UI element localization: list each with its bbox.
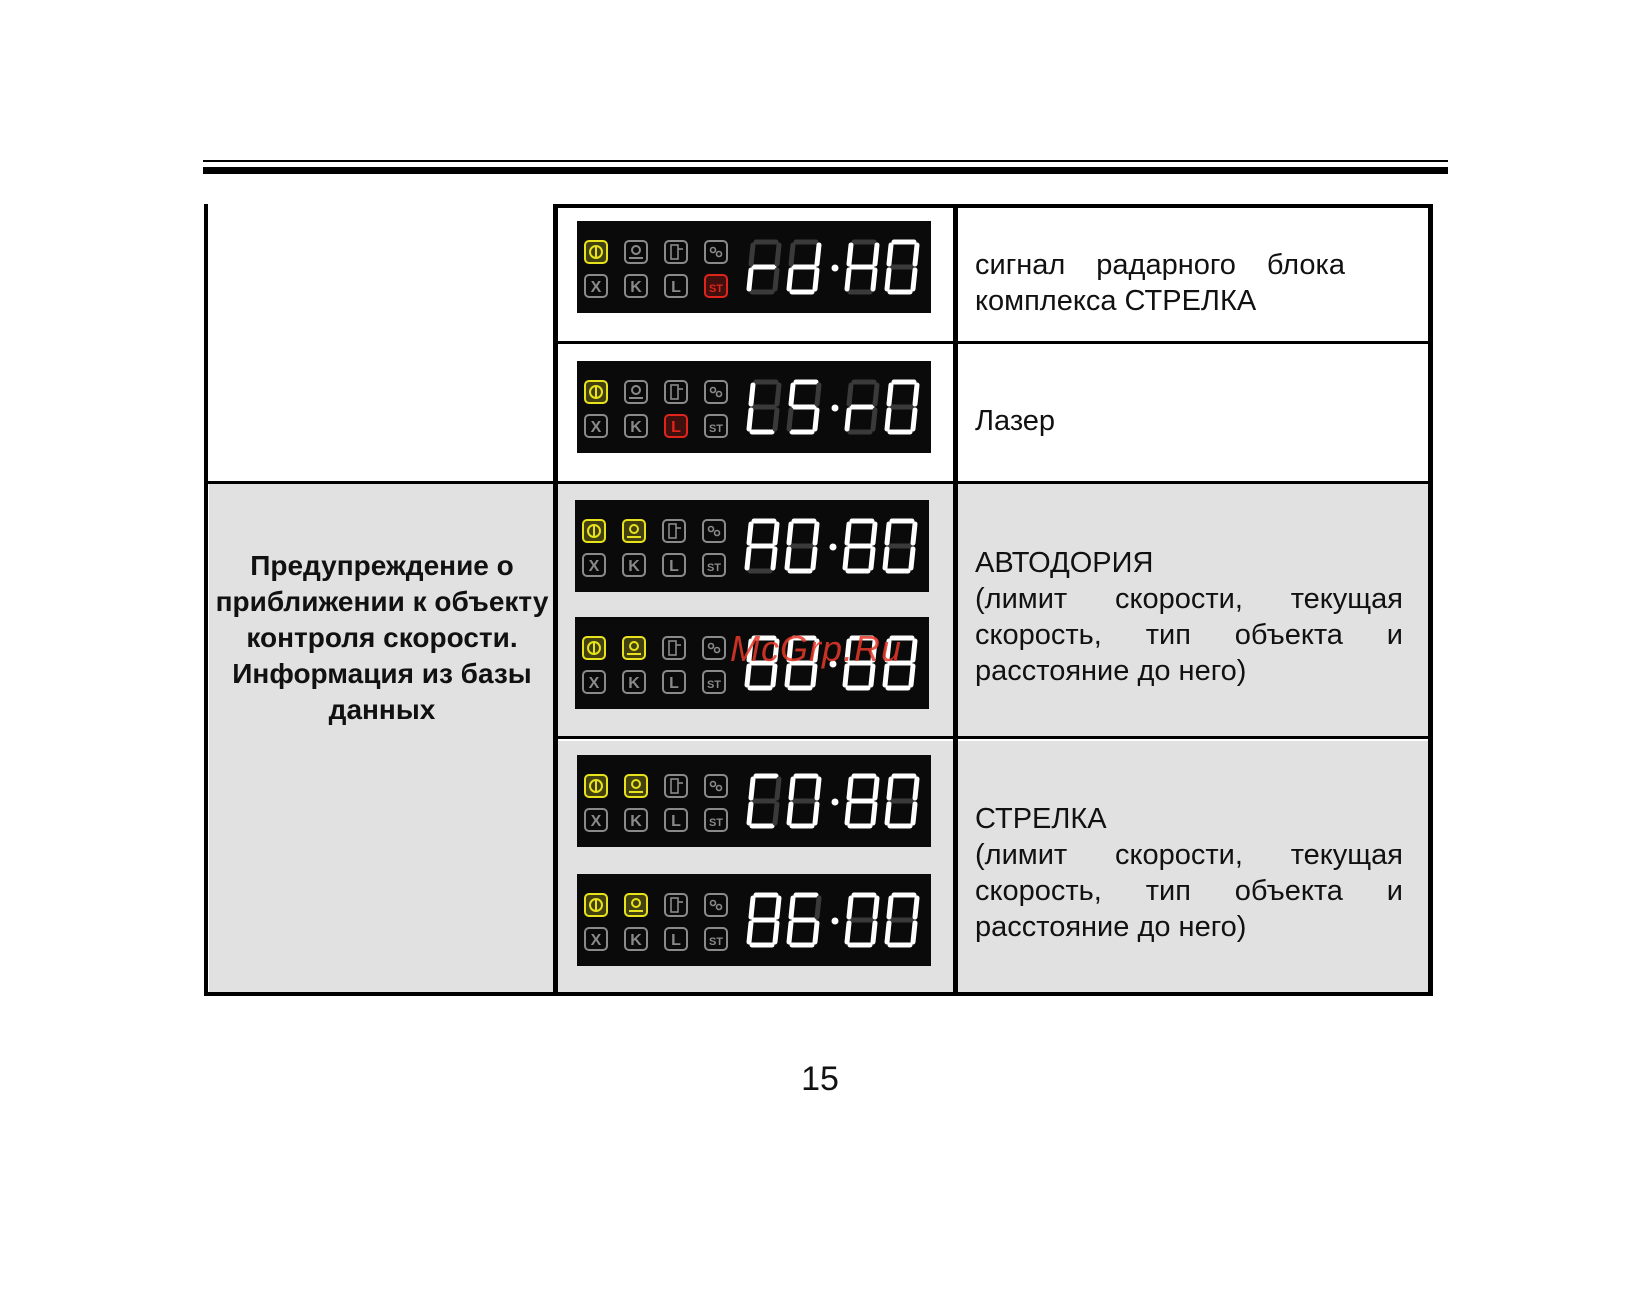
svg-text:L: L [671,419,681,436]
table-col-divider-2 [953,204,958,996]
seven-segment-digit [749,895,779,945]
svg-text:L: L [669,558,679,575]
st-icon [705,809,727,831]
l-icon [663,671,685,693]
watermark: McGrp.Ru [730,628,903,669]
face-icon [705,775,727,797]
x-icon [585,275,607,297]
svg-text:X: X [588,558,600,575]
radar-icon [585,241,607,263]
k-icon [625,415,647,437]
seven-segment-digit [847,895,877,945]
l-icon [665,415,687,437]
table-col-divider-1 [553,204,558,996]
radar-icon [583,637,605,659]
row-3-description [975,545,1403,689]
svg-text:ST: ST [708,936,724,948]
face-icon [703,637,725,659]
row-divider-2 [204,481,1433,484]
display-panel [577,874,931,966]
left-label: Предупреждение о приближении к объекту контроля скорости. Информация из базы данных [215,550,549,725]
svg-text:K: K [628,558,640,575]
camera-icon [625,775,647,797]
radar-icon [583,520,605,542]
traffic-light-icon [665,381,687,403]
face-icon [703,520,725,542]
row-2-description-text: Лазер [975,405,1056,437]
colon-separator [830,544,837,551]
svg-text:X: X [590,279,602,296]
traffic-light-icon [665,775,687,797]
row-3-title: АВТОДОРИЯ [975,547,1154,579]
table-right-border [1428,204,1433,996]
camera-icon [625,894,647,916]
colon-separator [832,265,839,272]
row-4-title: СТРЕЛКА [975,803,1107,835]
seven-segment-digit [847,242,877,292]
row-2-description [975,403,1395,439]
seven-segment-digit [887,382,917,432]
traffic-light-icon [665,894,687,916]
display-panel [577,755,931,847]
svg-text:K: K [630,932,642,949]
camera-icon [623,637,645,659]
st-icon [705,928,727,950]
table-left-border [204,204,208,996]
svg-text:L: L [669,675,679,692]
row-divider-1 [553,341,1433,344]
x-icon [585,809,607,831]
display-panel [577,361,931,453]
svg-text:L: L [671,932,681,949]
svg-text:ST: ST [706,562,722,574]
svg-text:K: K [628,675,640,692]
svg-text:X: X [588,675,600,692]
row-1-description [975,247,1345,319]
page-number: 15 [801,1060,839,1098]
colon-separator [832,405,839,412]
camera-icon [625,381,647,403]
svg-text:X: X [590,813,602,830]
seven-segment-digit [845,521,875,571]
svg-text:L: L [671,279,681,296]
l-icon [665,809,687,831]
st-icon [705,415,727,437]
row-divider-3 [553,736,1433,739]
l-icon [665,275,687,297]
traffic-light-icon [663,520,685,542]
seven-segment-digit [887,242,917,292]
radar-icon [585,775,607,797]
svg-text:ST: ST [708,283,724,295]
x-icon [583,554,605,576]
row-4-description [975,801,1403,945]
row-1-description-text: сигнал радарного блока комплекса СТРЕЛКА [975,249,1345,317]
k-icon [625,928,647,950]
seven-segment-digit [749,776,779,826]
traffic-light-icon [663,637,685,659]
x-icon [585,928,607,950]
k-icon [625,275,647,297]
seven-segment-digit [749,242,779,292]
colon-separator [832,918,839,925]
seven-segment-digit [789,242,819,292]
k-icon [625,809,647,831]
seven-segment-digit [887,895,917,945]
seven-segment-digit [789,382,819,432]
radar-icon [585,381,607,403]
svg-text:ST: ST [708,817,724,829]
face-icon [705,894,727,916]
seven-segment-digit [887,776,917,826]
x-icon [585,415,607,437]
l-icon [665,928,687,950]
colon-separator [832,799,839,806]
seven-segment-digit [787,521,817,571]
seven-segment-digit [847,382,877,432]
svg-text:X: X [590,419,602,436]
seven-segment-digit [885,521,915,571]
seven-segment-digit [749,382,779,432]
st-icon [703,671,725,693]
svg-text:ST: ST [706,679,722,691]
st-icon [703,554,725,576]
camera-icon [623,520,645,542]
radar-icon [585,894,607,916]
st-icon [705,275,727,297]
row-3-description-text: (лимит скорости, текущая скорость, тип объекта и расстояние до него) [975,583,1403,687]
seven-segment-digit [747,521,777,571]
k-icon [623,554,645,576]
l-icon [663,554,685,576]
seven-segment-digit [789,895,819,945]
table-bottom-border [204,992,1433,996]
svg-text:K: K [630,813,642,830]
display-panel [575,500,929,592]
seven-segment-digit [847,776,877,826]
svg-text:ST: ST [708,423,724,435]
table-top-border [553,204,1433,208]
x-icon [583,671,605,693]
face-icon [705,381,727,403]
svg-text:K: K [630,279,642,296]
svg-text:L: L [671,813,681,830]
svg-text:K: K [630,419,642,436]
traffic-light-icon [665,241,687,263]
k-icon [623,671,645,693]
camera-icon [625,241,647,263]
display-panel [577,221,931,313]
seven-segment-digit [789,776,819,826]
svg-text:X: X [590,932,602,949]
row-4-description-text: (лимит скорости, текущая скорость, тип объекта и расстояние до него) [975,839,1403,943]
face-icon [705,241,727,263]
